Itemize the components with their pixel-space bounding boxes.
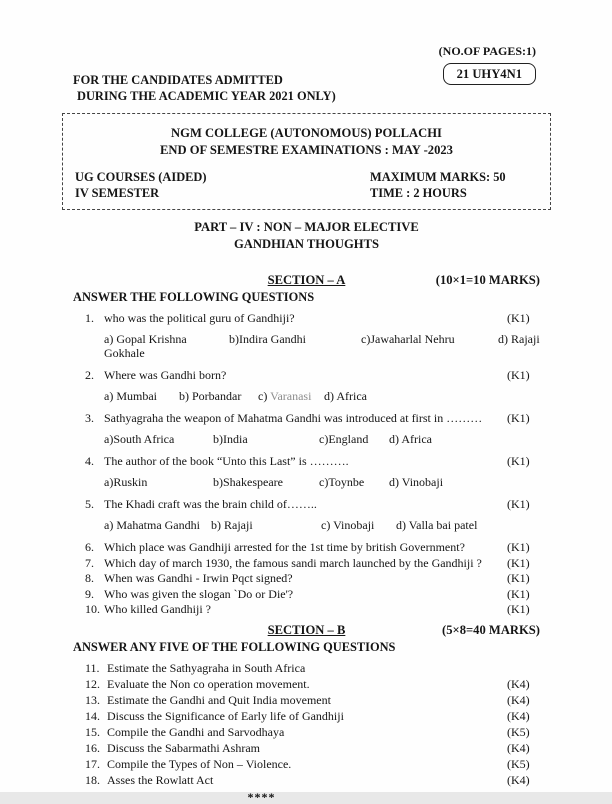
question-number: 6. bbox=[85, 540, 94, 554]
question-mark: (K1) bbox=[507, 454, 530, 468]
section-b-questions bbox=[73, 661, 540, 787]
option-a: a)Ruskin bbox=[104, 475, 148, 489]
question-mark: (K5) bbox=[507, 725, 530, 739]
question-number: 14. bbox=[85, 709, 100, 723]
question-text: Discuss the Sabarmathi Ashram bbox=[107, 741, 260, 755]
question-text: Who killed Gandhiji ? bbox=[104, 602, 211, 616]
question-4-options bbox=[104, 475, 540, 489]
question-number: 5. bbox=[85, 497, 94, 511]
question-12 bbox=[85, 677, 540, 691]
maximum-marks: MAXIMUM MARKS: 50 bbox=[370, 170, 506, 184]
question-text: who was the political guru of Gandhiji? bbox=[104, 311, 295, 325]
option-c: c)Toynbe bbox=[319, 475, 365, 489]
question-text: When was Gandhi - Irwin Pqct signed? bbox=[104, 571, 293, 585]
end-marker: **** bbox=[247, 790, 276, 804]
candidates-admitted-note bbox=[73, 72, 336, 104]
pages-count-note: (NO.OF PAGES:1) bbox=[438, 44, 536, 58]
course-type: UG COURSES (AIDED) bbox=[75, 170, 207, 184]
option-d: d) Vinobaji bbox=[389, 475, 444, 489]
question-mark: (K4) bbox=[507, 773, 530, 787]
question-mark: (K5) bbox=[507, 757, 530, 771]
question-2-options bbox=[104, 389, 540, 403]
part-heading bbox=[73, 219, 540, 252]
option-d: d) Africa bbox=[324, 389, 367, 403]
exam-title: END OF SEMESTRE EXAMINATIONS : MAY -2023 bbox=[160, 142, 453, 157]
semester: IV SEMESTER bbox=[75, 185, 160, 200]
question-mark: (K4) bbox=[507, 709, 530, 723]
question-10 bbox=[85, 602, 540, 616]
part-line: PART – IV : NON – MAJOR ELECTIVE bbox=[194, 220, 419, 234]
question-3-options bbox=[104, 432, 540, 446]
option-b: b) Rajaji bbox=[211, 518, 253, 532]
question-text: Estimate the Sathyagraha in South Africa bbox=[107, 661, 306, 675]
question-text: Discuss the Significance of Early life of Gandhiji bbox=[107, 709, 344, 723]
option-a: a) Mahatma Gandhi bbox=[104, 518, 200, 532]
question-number: 7. bbox=[85, 555, 94, 570]
question-number: 3. bbox=[85, 411, 94, 425]
question-number: 18. bbox=[85, 773, 100, 787]
question-5 bbox=[85, 497, 540, 532]
question-number: 17. bbox=[85, 757, 100, 771]
exam-time: TIME : 2 HOURS bbox=[370, 185, 467, 200]
exam-info-rows bbox=[75, 170, 538, 201]
question-number: 2. bbox=[85, 368, 94, 382]
option-b: b)Shakespeare bbox=[213, 475, 283, 489]
option-a: a) Gopal Krishna Gokhale bbox=[104, 332, 187, 360]
option-a: a) Mumbai bbox=[104, 389, 157, 403]
question-5-options bbox=[104, 518, 540, 532]
option-d: d) Valla bai patel bbox=[396, 518, 478, 532]
question-text: Evaluate the Non co operation movement. bbox=[107, 677, 310, 691]
question-7 bbox=[85, 556, 540, 570]
question-text: Which day of march 1930, the famous sandi march launched by the Gandhiji ? bbox=[104, 555, 482, 570]
question-1 bbox=[85, 311, 540, 360]
question-mark: (K1) bbox=[507, 571, 530, 585]
section-a-instruction: ANSWER THE FOLLOWING QUESTIONS bbox=[73, 290, 315, 304]
question-number: 16. bbox=[85, 741, 100, 755]
question-number: 4. bbox=[85, 454, 94, 468]
question-number: 13. bbox=[85, 693, 100, 707]
subject-title: GANDHIAN THOUGHTS bbox=[234, 236, 379, 251]
question-11 bbox=[85, 661, 540, 675]
option-c: c)Jawaharlal Nehru bbox=[361, 332, 455, 346]
question-16 bbox=[85, 741, 540, 755]
question-8 bbox=[85, 571, 540, 585]
section-a-title: SECTION – A bbox=[267, 273, 346, 287]
question-number: 15. bbox=[85, 725, 100, 739]
question-1-options bbox=[104, 332, 540, 360]
question-mark: (K1) bbox=[507, 586, 530, 601]
section-a-questions bbox=[73, 311, 540, 616]
option-b: b) Porbandar bbox=[179, 389, 242, 403]
question-2 bbox=[85, 368, 540, 403]
question-mark: (K4) bbox=[507, 693, 530, 707]
question-number: 8. bbox=[85, 571, 94, 585]
question-4 bbox=[85, 454, 540, 489]
question-mark: (K1) bbox=[507, 555, 530, 570]
option-c: c) Varanasi bbox=[258, 389, 312, 403]
option-c: c)England bbox=[319, 432, 369, 446]
question-text: Who was given the slogan `Do or Die'? bbox=[104, 586, 294, 601]
option-b: b)Indira Gandhi bbox=[229, 332, 306, 346]
question-text: Where was Gandhi born? bbox=[104, 368, 227, 382]
question-text: Compile the Types of Non – Violence. bbox=[107, 757, 292, 771]
question-mark: (K1) bbox=[507, 540, 530, 554]
question-text: Which place was Gandhiji arrested for the 1st time by british Government? bbox=[104, 540, 465, 554]
question-3 bbox=[85, 411, 540, 446]
question-text: The Khadi craft was the brain child of…….. bbox=[104, 497, 317, 511]
question-15 bbox=[85, 725, 540, 739]
section-b-header bbox=[73, 623, 540, 637]
question-mark: (K1) bbox=[507, 411, 530, 425]
question-number: 12. bbox=[85, 677, 100, 691]
section-b-instruction: ANSWER ANY FIVE OF THE FOLLOWING QUESTIONS bbox=[73, 640, 396, 654]
admitted-line-2: DURING THE ACADEMIC YEAR 2021 ONLY) bbox=[77, 89, 336, 103]
question-text: Sathyagraha the weapon of Mahatma Gandhi was introduced at first in ……… bbox=[104, 411, 483, 425]
question-number: 1. bbox=[85, 311, 94, 325]
section-b-marks: (5×8=40 MARKS) bbox=[442, 623, 540, 637]
option-d: d) Rajaji bbox=[498, 332, 540, 346]
section-a-marks: (10×1=10 MARKS) bbox=[435, 273, 540, 287]
option-d: d) Africa bbox=[389, 432, 432, 446]
question-17 bbox=[85, 757, 540, 771]
exam-info-box bbox=[62, 113, 551, 210]
page-header bbox=[73, 44, 540, 104]
question-6 bbox=[85, 540, 540, 554]
question-mark: (K1) bbox=[507, 368, 530, 382]
option-c: c) Vinobaji bbox=[321, 518, 375, 532]
section-b-title: SECTION – B bbox=[267, 623, 346, 637]
question-number: 11. bbox=[85, 661, 100, 675]
question-mark: (K4) bbox=[507, 677, 530, 691]
question-mark: (K1) bbox=[507, 497, 530, 511]
course-code-box: 21 UHY4N1 bbox=[443, 63, 536, 85]
question-text: The author of the book “Unto this Last” is ………. bbox=[104, 454, 349, 468]
question-9 bbox=[85, 587, 540, 601]
question-text: Estimate the Gandhi and Quit India movement bbox=[107, 693, 331, 707]
question-number: 9. bbox=[85, 586, 94, 601]
question-mark: (K1) bbox=[507, 602, 530, 616]
college-name: NGM COLLEGE (AUTONOMOUS) POLLACHI bbox=[171, 126, 442, 140]
admitted-line-1: FOR THE CANDIDATES ADMITTED bbox=[73, 73, 283, 87]
question-mark: (K4) bbox=[507, 741, 530, 755]
question-text: Asses the Rowlatt Act bbox=[107, 773, 214, 787]
question-number: 10. bbox=[85, 602, 100, 616]
question-mark: (K1) bbox=[507, 311, 530, 325]
option-b: b)India bbox=[213, 432, 248, 446]
option-c-value: Varanasi bbox=[270, 389, 312, 403]
header-right-column bbox=[439, 44, 540, 85]
question-13 bbox=[85, 693, 540, 707]
question-18 bbox=[85, 773, 540, 787]
option-a: a)South Africa bbox=[104, 432, 175, 446]
question-mark bbox=[507, 661, 540, 675]
question-14 bbox=[85, 709, 540, 723]
section-a-header bbox=[73, 273, 540, 287]
question-text: Compile the Gandhi and Sarvodhaya bbox=[107, 725, 285, 739]
